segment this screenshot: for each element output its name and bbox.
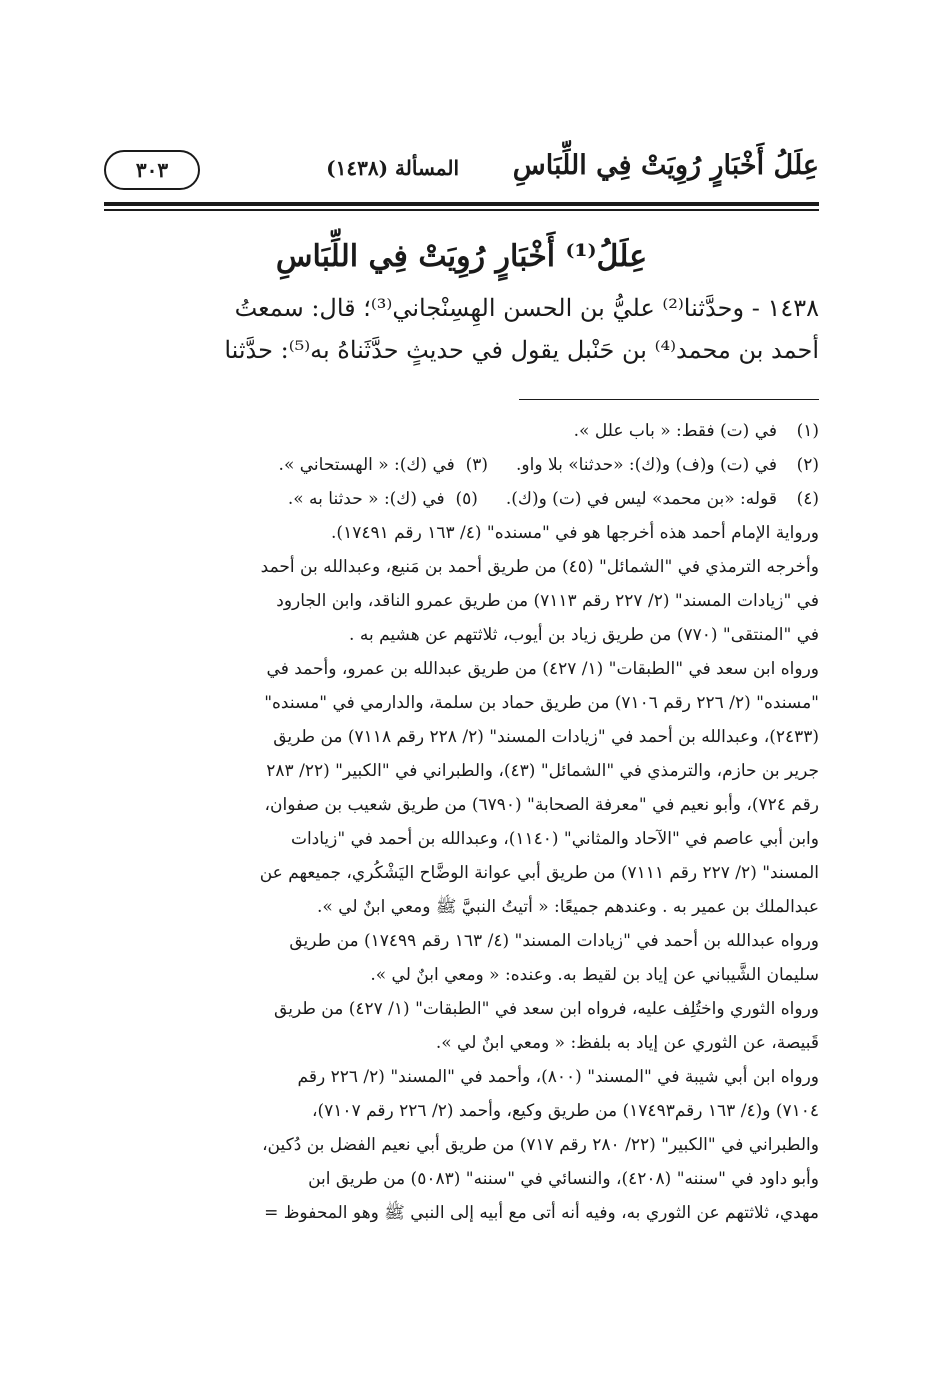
footnote-line: في "المنتقى" (٧٧٠) من طريق زياد بن أيوب، ثلاثتهم عن هشيم به . [349, 625, 819, 645]
footnote-number: (٣) [465, 455, 488, 475]
footnote-line: وأخرجه الترمذي في "الشمائل" (٤٥) من طريق أحمد بن مَنيع، وعبدالله بن أحمد [260, 557, 819, 577]
footnote-line: رقم ٧٢٤)، وأبو نعيم في "معرفة الصحابة" (٦٧٩٠) من طريق شعيب بن صفوان، [264, 795, 819, 815]
page-number: ٣٠٣ [104, 150, 200, 190]
footnotes [104, 414, 819, 1230]
footnote-text: في (ك): « حدثنا به ». [287, 489, 445, 509]
footnote-line: ٧١٠٤) و(٤/ ١٦٣ رقم١٧٤٩٣) من طريق وكيع، وأحمد (٢/ ٢٢٦ رقم ٧١٠٧)، [312, 1101, 819, 1121]
footnote-line: والطبراني في "الكبير" (٢٢/ ٢٨٠ رقم ٧١٧) من طريق أبي نعيم الفضل بن دُكين، [262, 1135, 819, 1155]
footnote-2-3 [104, 448, 819, 482]
header-rule-thin [104, 209, 819, 211]
footnote-number: (٢) [796, 455, 819, 475]
footnote-line: قَبيصة، عن الثوري عن إياد به بلفظ: « ومعي ابنٌ لي ». [435, 1033, 819, 1053]
footnote-line: (٢٤٣٣)، وعبدالله بن أحمد في "زيادات المسند" (٢/ ٢٢٨ رقم ٧١١٨) من طريق [273, 727, 819, 747]
footnote-line: ورواية الإمام أحمد هذه أخرجها هو في "مسنده" (٤/ ١٦٣ رقم ١٧٤٩١). [331, 523, 819, 543]
footnote-text: في (ك): « الهستحاني ». [278, 455, 455, 475]
header-rule-thick [104, 202, 819, 206]
main-text-line: أحمد بن محمد⁽⁴⁾ بن حَنْبل يقول في حديثٍ حدَّثَناهُ به⁽⁵⁾: حدَّثنا [224, 335, 819, 364]
footnote-line: المسند" (٢/ ٢٢٧ رقم ٧١١١) من طريق أبي عوانة الوضَّاح اليَشْكُري، جميعهم عن [259, 863, 819, 883]
footnote-line: في "زيادات المسند" (٢/ ٢٢٧ رقم ٧١١٣) من طريق عمرو الناقد، وابن الجارود [276, 591, 819, 611]
footnote-text: قوله: «بن محمد» ليس في (ت) و(ك). [505, 489, 777, 509]
main-text [104, 287, 819, 371]
footnote-line: ورواه ابن سعد في "الطبقات" (١/ ٤٢٧) من طريق عبدالله بن عمرو، وأحمد في [266, 659, 819, 679]
footnote-separator [519, 399, 819, 401]
footnote-line: ورواه ابن أبي شيبة في "المسند" (٨٠٠)، وأحمد في "المسند" (٢/ ٢٢٦ رقم [297, 1067, 819, 1087]
chapter-title: عِلَلُ⁽¹⁾ أَخْبَارٍ رُوِيَتْ فِي اللِّبَاسِ [275, 238, 648, 274]
footnote-line: وابن أبي عاصم في "الآحاد والمثاني" (١١٤٠)، وعبدالله بن أحمد في "زيادات [290, 829, 819, 849]
footnote-number: (٥) [455, 489, 478, 509]
footnote-line: مهدي، ثلاثتهم عن الثوري به، وفيه أنه أتى مع أبيه إلى النبي ﷺ وهو المحفوظ = [264, 1203, 819, 1223]
running-title: عِلَلُ أَخْبَارٍ رُوِيَتْ فِي اللِّبَاسِ [512, 150, 819, 181]
footnote-number: (٤) [796, 489, 819, 509]
footnote-1 [104, 414, 819, 448]
footnote-line: عبدالملك بن عمير به . وعندهم جميعًا: « أتيتُ النبيَّ ﷺ ومعي ابنٌ لي ». [317, 897, 819, 917]
footnote-text: في (ت) فقط: « باب علل ». [573, 421, 777, 441]
footnote-5-continuation [104, 516, 819, 1230]
footnote-text: في (ت) و(ف) و(ك): «حدثنا» بلا واو. [516, 455, 777, 475]
footnote-line: وأبو داود في "سننه" (٤٢٠٨)، والنسائي في "سننه" (٥٠٨٣) من طريق ابن [308, 1169, 819, 1189]
footnote-line: سليمان الشَّيباني عن إياد بن لقيط به. وعنده: « ومعي ابنٌ لي ». [370, 965, 819, 985]
running-header [104, 150, 819, 200]
footnote-line: جرير بن حازم، والترمذي في "الشمائل" (٤٣)، والطبراني في "الكبير" (٢٢/ ٢٨٣ [266, 761, 819, 781]
footnote-line: "مسنده" (٢/ ٢٢٦ رقم ٧١٠٦) من طريق حماد بن سلمة، والدارمي في "مسنده" [264, 693, 819, 713]
footnote-line: ورواه عبدالله بن أحمد في "زيادات المسند" (٤/ ١٦٣ رقم ١٧٤٩٩) من طريق [289, 931, 819, 951]
footnote-4-5 [104, 482, 819, 516]
issue-label: المسألة (١٤٣٨) [326, 156, 459, 180]
footnote-line: ورواه الثوري واختُلِف عليه، فرواه ابن سعد في "الطبقات" (١/ ٤٢٧) من طريق [274, 999, 819, 1019]
main-text-line: ١٤٣٨ - وحدَّثنا⁽²⁾ عليُّ بن الحسن الهِسِنْجاني⁽³⁾؛ قال: سمعتُ [234, 293, 819, 322]
page [104, 150, 819, 1230]
footnote-number: (١) [796, 421, 819, 441]
